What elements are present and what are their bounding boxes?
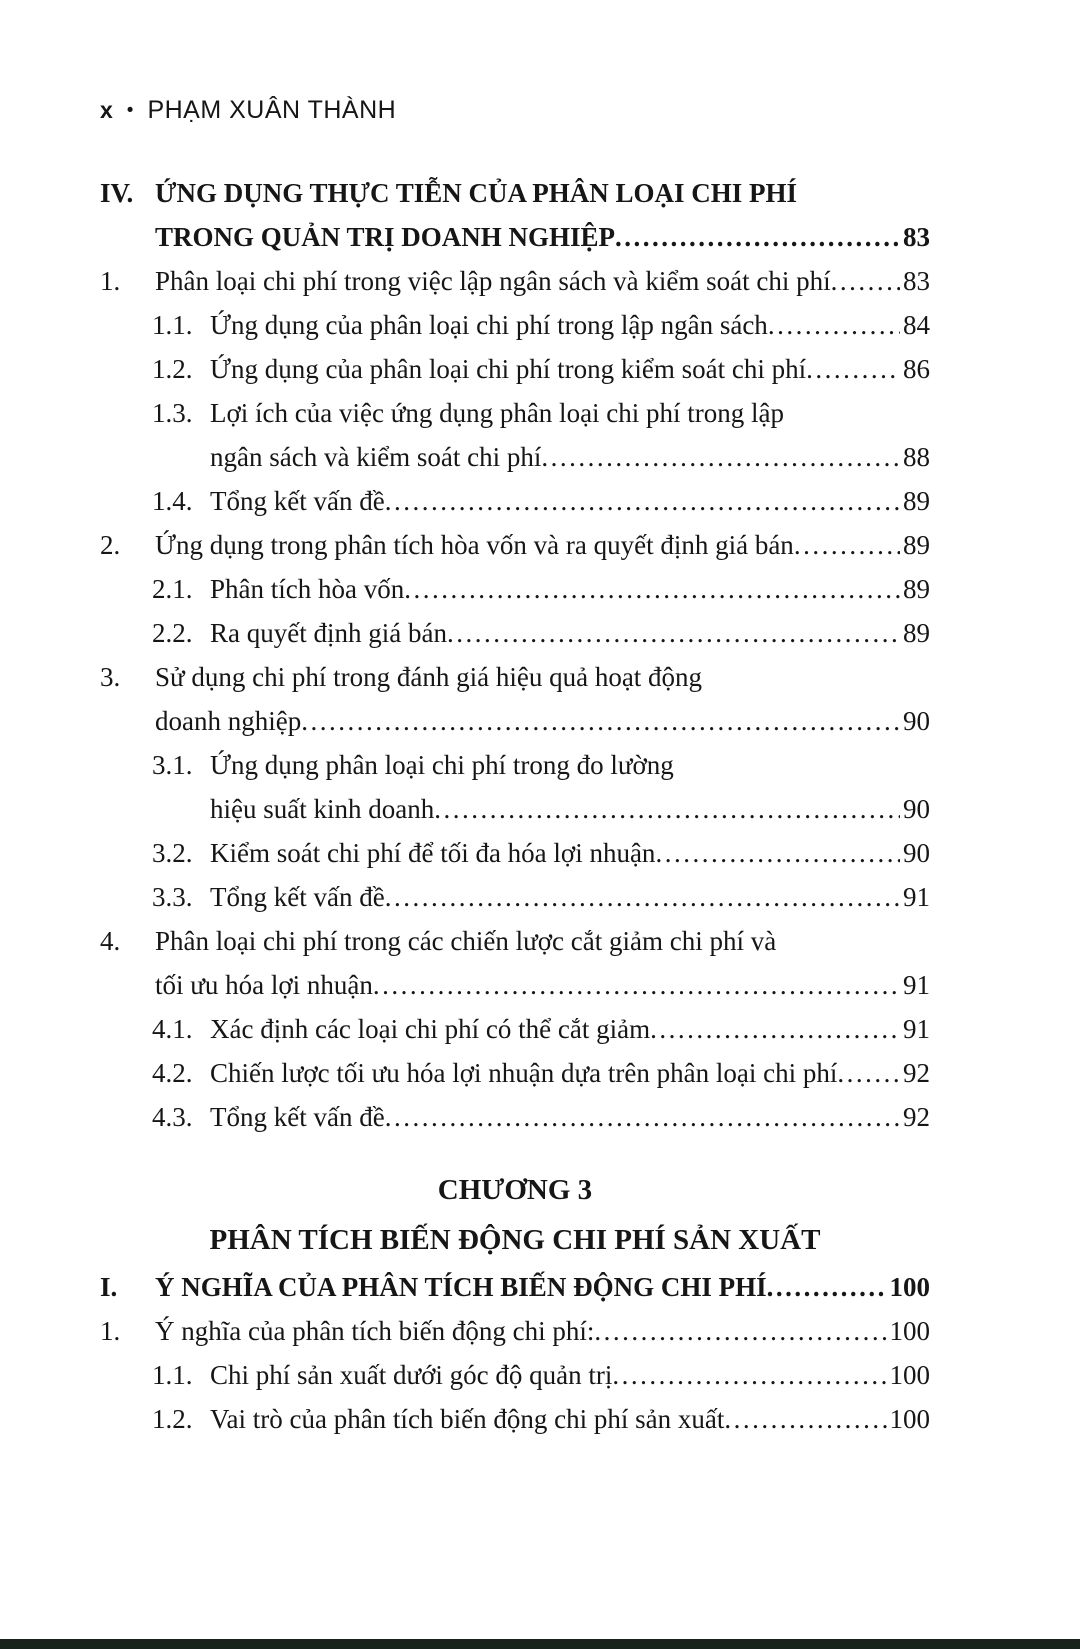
dot-leader xyxy=(434,787,900,831)
chapter-number-heading: CHƯƠNG 3 xyxy=(437,1174,593,1206)
toc-entry-number: 1.2. xyxy=(152,1404,193,1434)
bottom-edge-bar xyxy=(0,1639,1080,1649)
toc-entry xyxy=(100,259,930,303)
toc-entry xyxy=(100,875,930,919)
toc-entry xyxy=(100,1095,930,1139)
toc-entry xyxy=(100,743,930,831)
toc-entry-page: 91 xyxy=(903,970,930,1000)
dot-leader xyxy=(385,875,900,919)
toc-entry-text: Tổng kết vấn đề xyxy=(210,486,385,516)
toc-entry-page: 100 xyxy=(889,1360,930,1390)
dot-leader xyxy=(650,1007,900,1051)
toc-entry-page: 100 xyxy=(889,1316,930,1346)
toc-entry-page: 92 xyxy=(903,1058,930,1088)
toc-entry-text: Vai trò của phân tích biến động chi phí sản xuất xyxy=(210,1404,725,1434)
toc-entry-page: 91 xyxy=(903,1014,930,1044)
toc-entry xyxy=(100,391,930,479)
toc-entry-number: 1.1. xyxy=(152,1360,193,1390)
toc-entry-text: Ứng dụng của phân loại chi phí trong kiểm soát chi phí xyxy=(210,354,807,384)
toc-entry xyxy=(100,611,930,655)
toc-entry-text: Tổng kết vấn đề xyxy=(210,882,385,912)
toc-entry-number: 3.2. xyxy=(152,838,193,868)
toc-entry-page: 86 xyxy=(903,354,930,384)
dot-leader xyxy=(404,567,900,611)
toc-entry xyxy=(100,1265,930,1309)
toc-entry-text: doanh nghiệp xyxy=(155,706,302,736)
toc-entry-page: 91 xyxy=(903,882,930,912)
toc-entry-text: Chi phí sản xuất dưới góc độ quản trị xyxy=(210,1360,613,1390)
toc-entry-number: 4.3. xyxy=(152,1102,193,1132)
dot-leader xyxy=(794,523,900,567)
toc-entry-number: I. xyxy=(100,1272,118,1302)
dot-leader xyxy=(837,1051,900,1095)
toc-entry-number: 4.1. xyxy=(152,1014,193,1044)
toc-entry-text: ngân sách và kiểm soát chi phí xyxy=(210,442,542,472)
toc-entry xyxy=(100,1051,930,1095)
toc-entry-number: 1.2. xyxy=(152,354,193,384)
toc-entry-page: 100 xyxy=(889,1404,930,1434)
toc-entry-page: 83 xyxy=(903,222,930,252)
dot-leader xyxy=(385,479,900,523)
toc-entry xyxy=(100,1397,930,1441)
toc-entry-text: Ứng dụng phân loại chi phí trong đo lường xyxy=(210,750,674,780)
toc-entry-page: 83 xyxy=(903,266,930,296)
toc-entry-text: ỨNG DỤNG THỰC TIỄN CỦA PHÂN LOẠI CHI PHÍ xyxy=(155,178,798,208)
toc-entry-page: 90 xyxy=(903,838,930,868)
toc-entry-number: 1.4. xyxy=(152,486,193,516)
toc-entry xyxy=(100,831,930,875)
toc-entry-text: Kiểm soát chi phí để tối đa hóa lợi nhuận xyxy=(210,838,656,868)
toc-entry-text: Ra quyết định giá bán xyxy=(210,618,447,648)
toc-entry xyxy=(100,919,930,1007)
dot-leader xyxy=(594,1309,886,1353)
toc-entry-number: 2.1. xyxy=(152,574,193,604)
toc-entry-page: 89 xyxy=(903,530,930,560)
toc-entry-number: 3.1. xyxy=(152,750,193,780)
dot-leader xyxy=(768,303,900,347)
dot-leader xyxy=(806,347,900,391)
dot-leader xyxy=(447,611,900,655)
toc-entry-text: Lợi ích của việc ứng dụng phân loại chi phí trong lập xyxy=(210,398,785,428)
toc-entry-number: 1.3. xyxy=(152,398,193,428)
toc-entry-text: Ý NGHĨA CỦA PHÂN TÍCH BIẾN ĐỘNG CHI PHÍ xyxy=(155,1272,767,1302)
toc-entry xyxy=(100,347,930,391)
dot-leader xyxy=(612,1353,886,1397)
dot-leader xyxy=(615,215,900,259)
chapter-title-heading: PHÂN TÍCH BIẾN ĐỘNG CHI PHÍ SẢN XUẤT xyxy=(209,1224,821,1256)
toc-entry xyxy=(100,303,930,347)
toc-entry-text: Ý nghĩa của phân tích biến động chi phí: xyxy=(155,1316,595,1346)
toc-entry xyxy=(100,1007,930,1051)
toc-entry-page: 90 xyxy=(903,706,930,736)
toc-entry xyxy=(100,655,930,743)
toc-entry-number: 1.1. xyxy=(152,310,193,340)
toc-entry-text: Phân loại chi phí trong việc lập ngân sách và kiểm soát chi phí xyxy=(155,266,831,296)
toc-entry-number: 3.3. xyxy=(152,882,193,912)
toc-entry-page: 84 xyxy=(903,310,930,340)
dot-leader xyxy=(724,1397,886,1441)
page-number: x xyxy=(100,97,113,123)
toc-entry-text: TRONG QUẢN TRỊ DOANH NGHIỆP xyxy=(155,222,616,252)
toc-entry-number: 1. xyxy=(100,266,121,296)
dot-leader xyxy=(655,831,900,875)
toc-entry-page: 89 xyxy=(903,574,930,604)
toc-entry-number: 2. xyxy=(100,530,121,560)
dot-leader xyxy=(385,1095,900,1139)
toc-entry xyxy=(100,1309,930,1353)
toc-entry-text: Ứng dụng trong phân tích hòa vốn và ra quyết định giá bán xyxy=(155,530,794,560)
toc-entry-number: 1. xyxy=(100,1316,121,1346)
toc-entry-text: Tổng kết vấn đề xyxy=(210,1102,385,1132)
toc-entry-text: Chiến lược tối ưu hóa lợi nhuận dựa trên phân loại chi phí xyxy=(210,1058,838,1088)
toc-list xyxy=(100,171,930,1441)
toc-entry-page: 89 xyxy=(903,486,930,516)
dot-leader xyxy=(541,435,900,479)
toc-entry-number: 2.2. xyxy=(152,618,193,648)
toc-entry-page: 92 xyxy=(903,1102,930,1132)
toc-entry-page: 100 xyxy=(889,1272,930,1302)
bullet-separator: • xyxy=(126,100,134,121)
dot-leader xyxy=(767,1265,887,1309)
toc-entry-number: 4.2. xyxy=(152,1058,193,1088)
toc-entry xyxy=(100,1353,930,1397)
author-name: PHẠM XUÂN THÀNH xyxy=(147,96,397,124)
dot-leader xyxy=(301,699,900,743)
toc-entry-number: 4. xyxy=(100,926,121,956)
toc-entry-text: Sử dụng chi phí trong đánh giá hiệu quả hoạt động xyxy=(155,662,703,692)
toc-entry xyxy=(100,567,930,611)
toc-entry xyxy=(100,523,930,567)
dot-leader xyxy=(373,963,900,1007)
toc-entry-number: 3. xyxy=(100,662,121,692)
toc-entry-text: hiệu suất kinh doanh xyxy=(210,794,435,824)
running-header xyxy=(100,96,930,125)
toc-entry-number: IV. xyxy=(100,178,134,208)
toc-entry-page: 90 xyxy=(903,794,930,824)
dot-leader xyxy=(831,259,900,303)
toc-entry-text: Ứng dụng của phân loại chi phí trong lập ngân sách xyxy=(210,310,768,340)
toc-entry xyxy=(100,479,930,523)
toc-entry-text: tối ưu hóa lợi nhuận xyxy=(155,970,373,1000)
toc-entry-page: 89 xyxy=(903,618,930,648)
toc-entry-text: Phân loại chi phí trong các chiến lược cắt giảm chi phí và xyxy=(155,926,777,956)
toc-entry-text: Xác định các loại chi phí có thể cắt giảm xyxy=(210,1014,651,1044)
toc-entry-page: 88 xyxy=(903,442,930,472)
toc-entry-text: Phân tích hòa vốn xyxy=(210,574,405,604)
toc-entry xyxy=(100,171,930,259)
